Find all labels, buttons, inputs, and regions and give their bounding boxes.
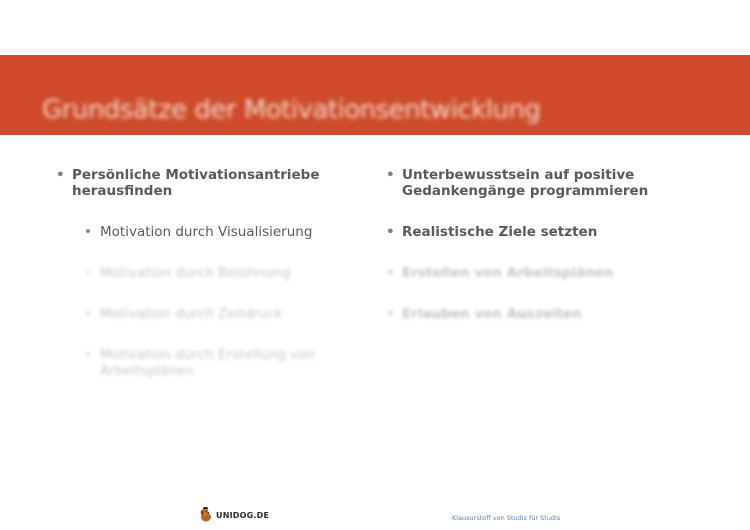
- list-item-text: Erlauben von Auszeiten: [402, 306, 582, 322]
- bullet-icon: •: [84, 306, 92, 322]
- list-item: [56, 167, 326, 199]
- list-item-text: Motivation durch Belohnung: [100, 265, 291, 281]
- list-item-text: Erstellen von Arbeitsplänen: [402, 265, 614, 281]
- list-item: [84, 306, 326, 322]
- list-item: [84, 224, 326, 240]
- list-item: [386, 306, 686, 322]
- bullet-icon: •: [386, 265, 395, 281]
- footer-credit: Klausurstoff von Studis für Studis: [452, 514, 561, 522]
- bullet-icon: •: [84, 265, 92, 281]
- list-item-text: Motivation durch Erstellung von Arbeitsplänen: [100, 347, 316, 379]
- bullet-icon: •: [84, 224, 92, 240]
- list-item: [84, 347, 326, 379]
- bullet-icon: •: [386, 224, 395, 240]
- list-item-text: Persönliche Motivationsantriebe herausfinden: [72, 167, 320, 199]
- unidog-logo: [198, 506, 270, 524]
- dog-mascot-icon: [198, 507, 214, 523]
- logo-text: UNIDOG.DE: [216, 510, 270, 520]
- bullet-icon: •: [386, 167, 395, 183]
- bullet-icon: •: [84, 347, 92, 363]
- list-item-text: Unterbewusstsein auf positive Gedankengänge programmieren: [402, 167, 649, 199]
- list-item-text: Motivation durch Zeitdruck: [100, 306, 283, 322]
- slide-title: Grundsätze der Motivationsentwicklung: [42, 95, 541, 125]
- bullet-icon: •: [56, 167, 65, 183]
- list-item: [84, 265, 326, 281]
- list-item-text: Motivation durch Visualisierung: [100, 224, 313, 240]
- list-item: [386, 265, 686, 281]
- right-bullet-list: [386, 167, 686, 322]
- list-item: [386, 167, 686, 199]
- left-bullet-list: [56, 167, 326, 379]
- list-item-text: Realistische Ziele setzten: [402, 224, 598, 240]
- list-item: [386, 224, 686, 240]
- bullet-icon: •: [386, 306, 395, 322]
